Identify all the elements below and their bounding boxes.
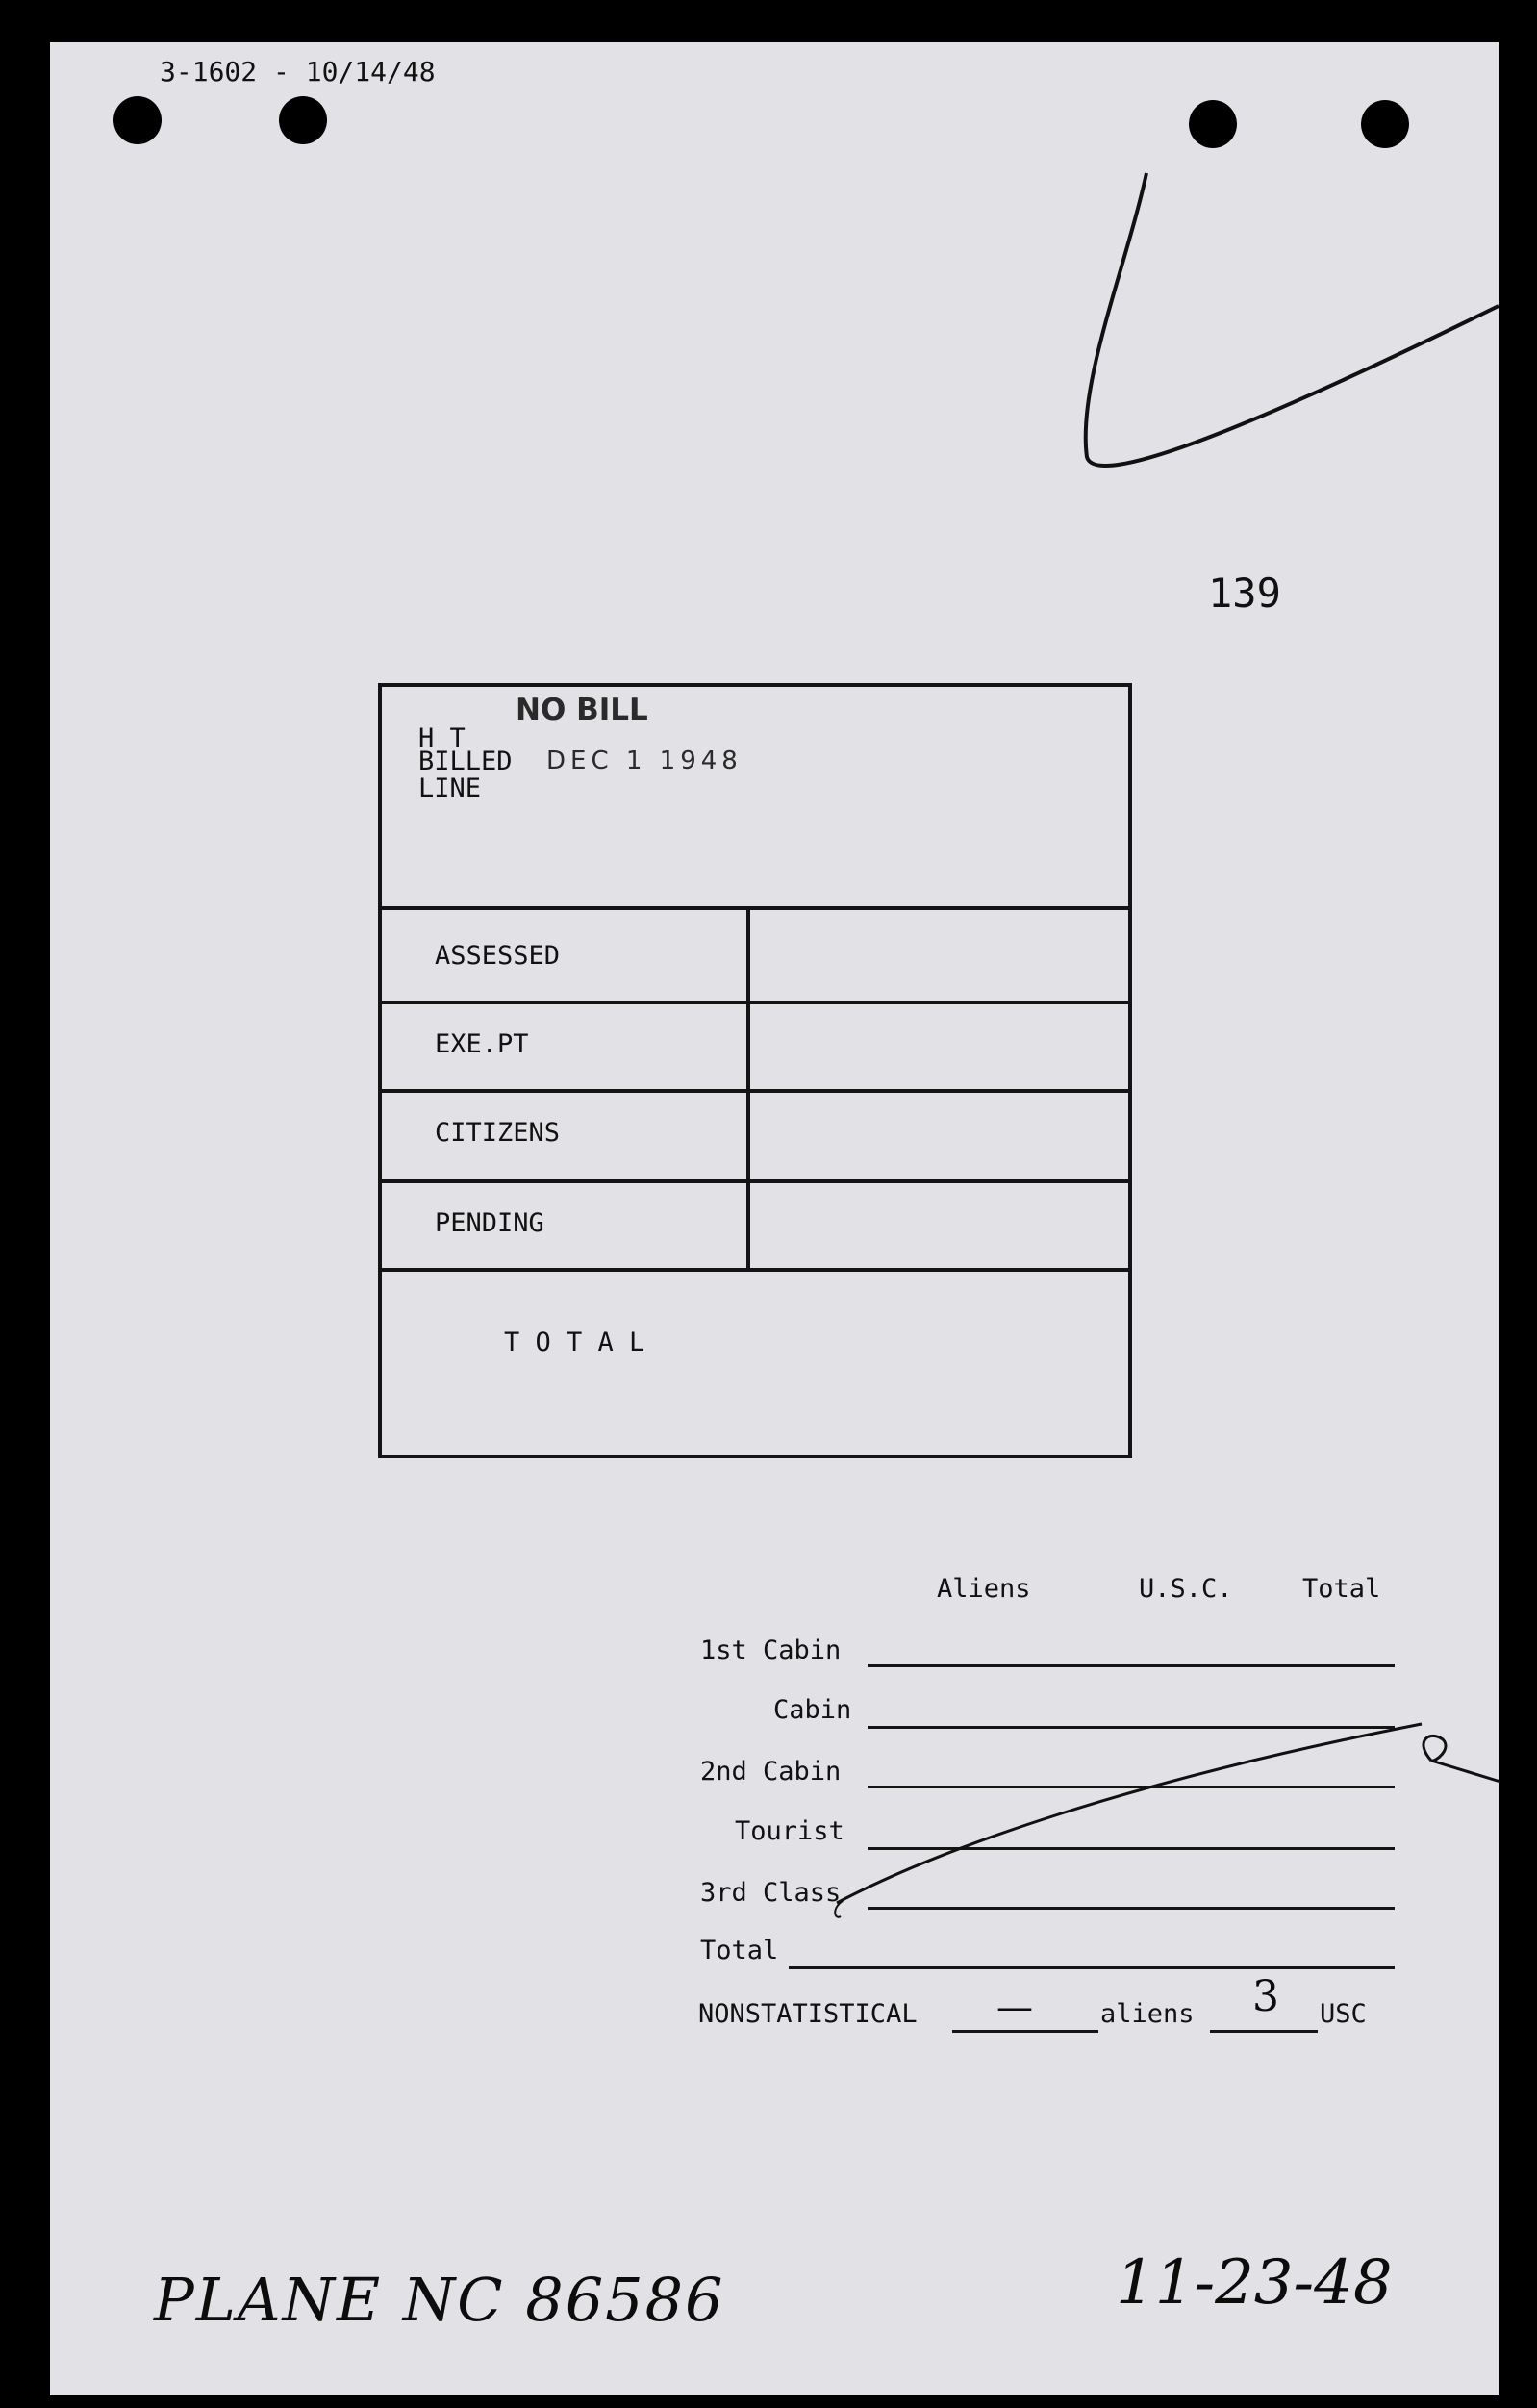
handwritten-date: 11-23-48 [1116, 2247, 1393, 2319]
total-label: T O T A L [504, 1328, 645, 1357]
column-header-total: Total [1302, 1574, 1381, 1604]
line-label: LINE [418, 773, 482, 803]
fill-line [1210, 2030, 1318, 2033]
form-number: 3-1602 - 10/14/48 [160, 56, 436, 88]
row-label-exempt: EXE.PT [435, 1029, 529, 1059]
fill-line [789, 1966, 1395, 1969]
punch-hole-right-2 [1361, 100, 1409, 148]
row-label-tourist: Tourist [735, 1816, 844, 1846]
billed-label: BILLED [418, 747, 513, 776]
nonstatistical-aliens-value: — [996, 1986, 1033, 2028]
box-divider [378, 1268, 1132, 1272]
row-label-total: Total [700, 1936, 779, 1965]
box-divider [378, 906, 1132, 910]
fill-line [952, 2030, 1098, 2033]
strike-mark [827, 1703, 1520, 1934]
fill-line [868, 1664, 1395, 1667]
row-label-2nd-cabin: 2nd Cabin [700, 1757, 842, 1787]
column-divider [746, 908, 750, 1270]
column-header-usc: U.S.C. [1139, 1574, 1233, 1604]
box-divider [378, 1179, 1132, 1183]
punch-hole-right-1 [1189, 100, 1237, 148]
ht-label: H T [418, 723, 466, 753]
billing-box [378, 683, 1132, 1458]
row-label-3rd-class: 3rd Class [700, 1878, 842, 1908]
usc-label: USC [1320, 1999, 1367, 2029]
page-number: 139 [1208, 570, 1281, 617]
nonstatistical-label: NONSTATISTICAL [698, 1999, 918, 2029]
row-label-cabin: Cabin [773, 1695, 852, 1725]
no-bill-stamp: NO BILL [516, 693, 648, 727]
usc-value: 3 [1252, 1972, 1279, 2021]
row-label-citizens: CITIZENS [435, 1118, 561, 1148]
check-mark [1058, 164, 1500, 491]
row-label-assessed: ASSESSED [435, 941, 561, 971]
plane-registration: PLANE NC 86586 [154, 2265, 725, 2335]
row-label-pending: PENDING [435, 1208, 544, 1238]
row-label-1st-cabin: 1st Cabin [700, 1635, 842, 1665]
punch-hole-left-1 [113, 96, 162, 144]
box-divider [378, 1001, 1132, 1004]
date-stamp: DEC 1 1948 [546, 747, 743, 775]
box-divider [378, 1089, 1132, 1093]
column-header-aliens: Aliens [937, 1574, 1031, 1604]
punch-hole-left-2 [279, 96, 327, 144]
aliens-label: aliens [1100, 1999, 1195, 2029]
